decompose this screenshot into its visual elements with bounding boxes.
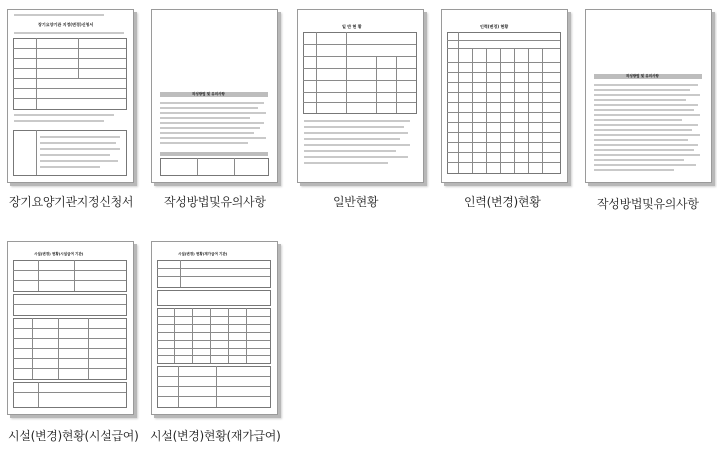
document-caption[interactable]: 시설(변경)현황(시설급여)	[8, 429, 139, 443]
document-title: 인력(변경) 현황	[480, 24, 509, 29]
document-caption[interactable]: 장기요양기관지정신청서	[9, 195, 134, 209]
document-caption[interactable]: 시설(변경)현황(재가급여)	[150, 429, 281, 443]
document-thumbnail[interactable]	[297, 9, 424, 183]
document-caption[interactable]: 일반현황	[333, 195, 379, 209]
document-caption[interactable]: 인력(변경)현황	[464, 195, 541, 209]
document-title: 작성방법 및 유의사항	[192, 92, 225, 96]
document-thumbnail[interactable]	[585, 9, 712, 183]
document-title: 시설(변경) 현황(재가급여 기관)	[178, 252, 228, 256]
document-title: 시설(변경) 현황(시설급여 기관)	[34, 252, 84, 256]
document-thumbnail[interactable]	[7, 241, 134, 415]
document-thumbnail[interactable]	[151, 9, 278, 183]
document-thumbnail[interactable]	[441, 9, 568, 183]
document-caption[interactable]: 작성방법및유의사항	[597, 197, 699, 211]
document-title: 장기요양기관 지정(변경)신청서	[38, 22, 94, 27]
document-thumbnail[interactable]	[7, 9, 134, 183]
document-caption[interactable]: 작성방법및유의사항	[164, 195, 266, 209]
document-thumbnail[interactable]	[151, 241, 278, 415]
document-title: 작성방법 및 유의사항	[626, 74, 659, 78]
document-title: 일 반 현 황	[342, 24, 362, 29]
